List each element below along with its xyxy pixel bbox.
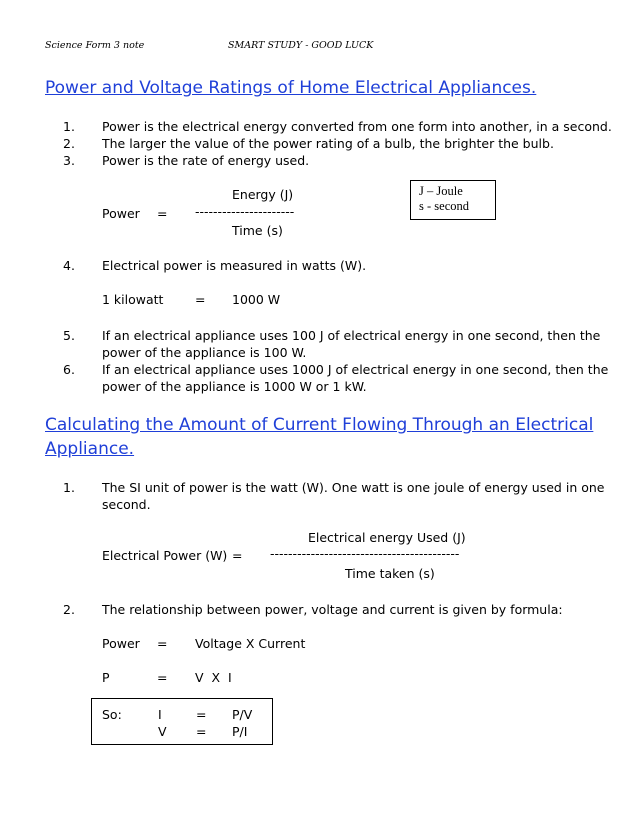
item-number: 5. [63,328,75,343]
so-row1-lhs: I [158,707,162,722]
kilowatt-rhs: 1000 W [232,292,281,307]
item-text: If an electrical appliance uses 100 J of electrical energy in one second, then the [102,328,601,343]
section1-title: Power and Voltage Ratings of Home Electrical Appliances. [45,78,537,98]
item-number: 2. [63,602,75,617]
unit-legend-box [410,180,496,220]
section2-title-line1: Calculating the Amount of Current Flowing Through an Electrical [45,415,594,435]
item-text: Power is the electrical energy converted from one form into another, in a second. [102,119,612,134]
formula-denominator: Time taken (s) [345,566,435,581]
so-row2-equals: = [196,724,207,739]
formula-denominator: Time (s) [232,223,283,238]
item-number: 4. [63,258,75,273]
formula-equals: = [232,548,243,563]
formula-lhs: Power [102,206,140,221]
formula-equals: = [157,206,168,221]
p-eq-equals: = [157,670,168,685]
item-number: 3. [63,153,75,168]
formula-lhs: Electrical Power (W) [102,548,228,563]
item-text: Power is the rate of energy used. [102,153,310,168]
so-row1-rhs: P/V [232,707,253,722]
formula-numerator: Energy (J) [232,187,294,202]
formula-divider: ---------------------- [195,204,295,219]
power-eq-lhs: Power [102,636,140,651]
kilowatt-lhs: 1 kilowatt [102,292,164,307]
header-center: SMART STUDY - GOOD LUCK [228,40,374,51]
item-text: power of the appliance is 1000 W or 1 kW. [102,379,367,394]
formula-divider: ------------------------------------------ [270,546,460,561]
header-left: Science Form 3 note [45,40,145,51]
power-eq-equals: = [157,636,168,651]
kilowatt-equals: = [195,292,206,307]
so-row2-rhs: P/I [232,724,248,739]
unit-legend-line: J – Joule [419,184,463,198]
so-row2-lhs: V [158,724,167,739]
item-text: If an electrical appliance uses 1000 J of electrical energy in one second, then the [102,362,609,377]
item-text: power of the appliance is 100 W. [102,345,307,360]
unit-legend-line: s - second [419,199,469,213]
p-eq-lhs: P [102,670,110,685]
item-text: second. [102,497,151,512]
item-number: 6. [63,362,75,377]
so-row1-equals: = [196,707,207,722]
p-eq-rhs: V X I [195,670,232,685]
item-number: 1. [63,119,75,134]
formula-numerator: Electrical energy Used (J) [308,530,466,545]
item-number: 1. [63,480,75,495]
item-number: 2. [63,136,75,151]
item-text: The larger the value of the power rating of a bulb, the brighter the bulb. [102,136,554,151]
item-text: The relationship between power, voltage and current is given by formula: [102,602,563,617]
section2-title-line2: Appliance. [45,439,135,459]
item-text: Electrical power is measured in watts (W). [102,258,367,273]
item-text: The SI unit of power is the watt (W). One watt is one joule of energy used in one [102,480,605,495]
so-formula-box [91,698,273,745]
power-eq-rhs: Voltage X Current [195,636,306,651]
so-label: So: [102,707,122,722]
